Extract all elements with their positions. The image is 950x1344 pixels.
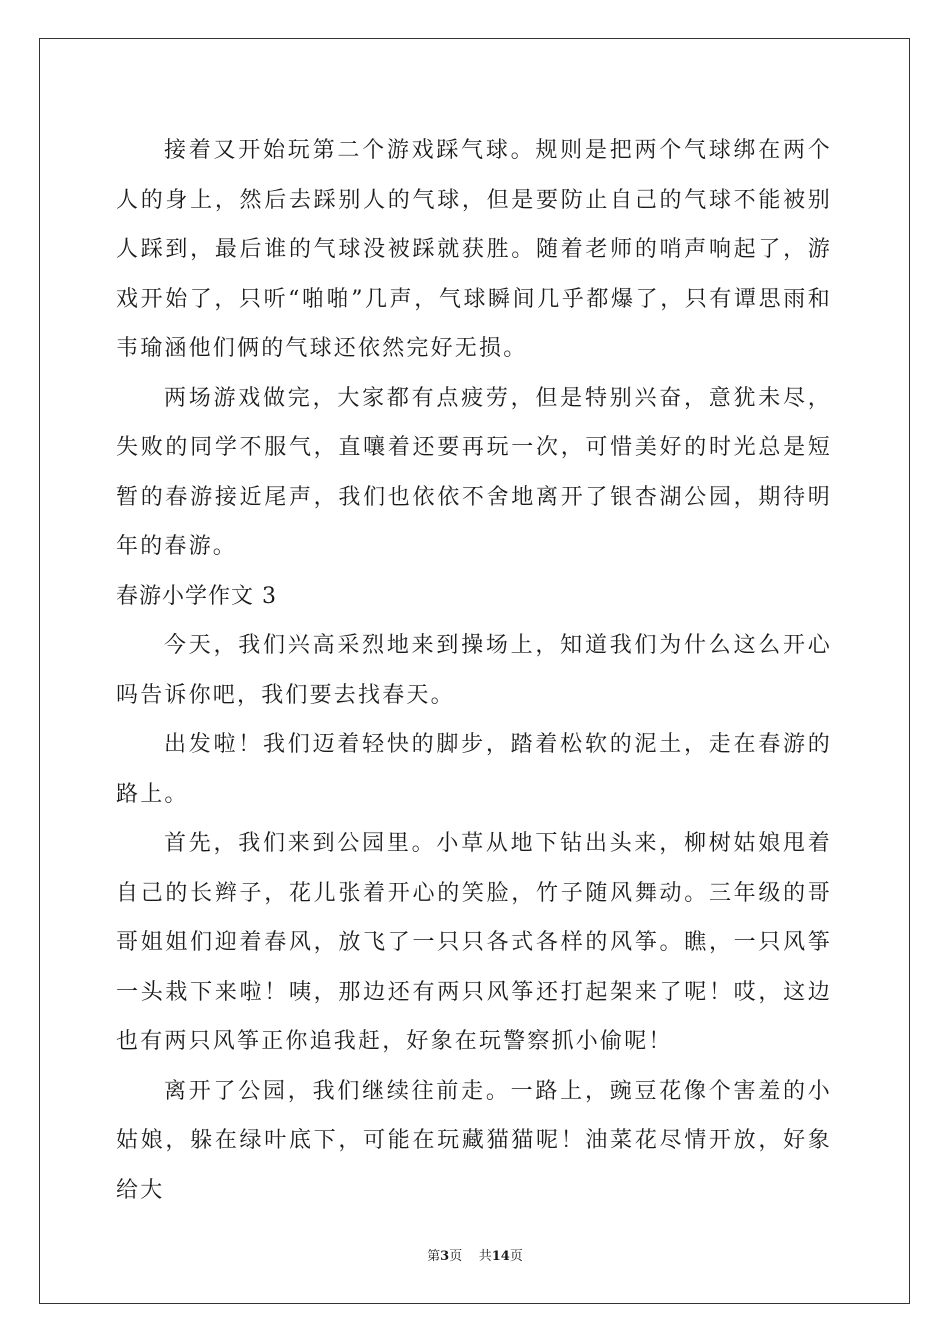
page-footer bbox=[0, 1248, 950, 1266]
paragraph-park: 首先，我们来到公园里。小草从地下钻出头来，柳树姑娘甩着自己的长辫子，花儿张着开心的笑脸，竹子随风舞动。三年级的哥哥姐姐们迎着春风，放飞了一只只各式各样的风筝。瞧，一只风筝一头栽下来啦！咦，那边还有两只风筝还打起架来了呢！哎，这边也有两只风筝正你追我赶，好象在玩警察抓小偷呢！ bbox=[116, 831, 832, 1054]
paragraph-onward: 离开了公园，我们继续往前走。一路上，豌豆花像个害羞的小姑娘，躲在绿叶底下，可能在玩藏猫猫呢！油菜花尽情开放，好象给大 bbox=[116, 1078, 832, 1203]
footer-page-suffix: 页 bbox=[449, 1249, 463, 1264]
paragraph-balloon-game: 接着又开始玩第二个游戏踩气球。规则是把两个气球绑在两个人的身上，然后去踩别人的气球，但是要防止自己的气球不能被别人踩到，最后谁的气球没被踩就获胜。随着老师的哨声响起了，游戏开始了，只听“啪啪”几声，气球瞬间几乎都爆了，只有谭思雨和韦瑜涵他们俩的气球还依然完好无损。 bbox=[116, 138, 832, 361]
document-body bbox=[116, 126, 832, 1215]
footer-total-prefix: 共 bbox=[478, 1249, 492, 1264]
paragraph-today: 今天，我们兴高采烈地来到操场上，知道我们为什么这么开心吗告诉你吧，我们要去找春天。 bbox=[116, 633, 832, 708]
essay-title: 春游小学作文 3 bbox=[116, 583, 277, 609]
paragraph-departure: 出发啦！我们迈着轻快的脚步，踏着松软的泥土，走在春游的路上。 bbox=[116, 732, 832, 807]
paragraph-games-ending: 两场游戏做完，大家都有点疲劳，但是特别兴奋，意犹未尽，失败的同学不服气，直嚷着还要再玩一次，可惜美好的时光总是短暂的春游接近尾声，我们也依依不舍地离开了银杏湖公园，期待明年的春游。 bbox=[116, 385, 832, 559]
footer-page-prefix: 第 bbox=[427, 1249, 441, 1264]
footer-total-pages: 14 bbox=[491, 1249, 510, 1264]
footer-total-suffix: 页 bbox=[509, 1249, 523, 1264]
footer-current-page: 3 bbox=[440, 1249, 450, 1264]
